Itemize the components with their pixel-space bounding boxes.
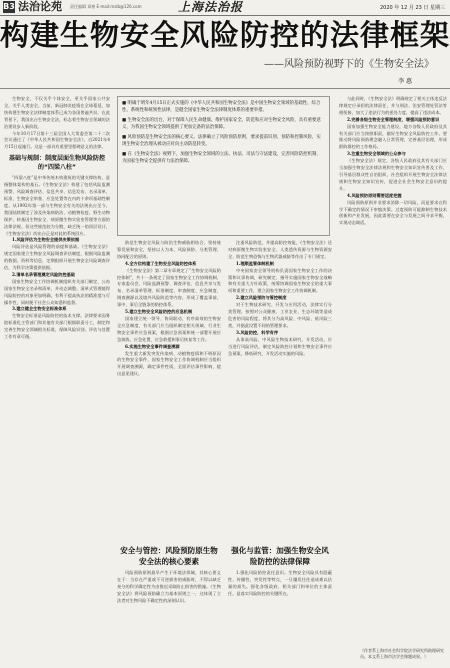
article-subtitle: ——风险预防视野下的《生物安全法》 (264, 59, 434, 70)
subheading: 2.建立风险预防与管控制度 (236, 295, 287, 301)
subheading: 4.风险预防原则需要适度把握 (347, 192, 402, 198)
body-paragraph: 国家生物安全工作协调机制组织有关部门制定、公布国家生物安全名录和清单，并动态调整。清单式管理使得风险防控的对象更加明确，有利于提高执法的精准度与可操作性，同时便于社会公众知悉和监督。 (4, 278, 110, 305)
body-paragraph: 1.强化风险防控责任意识。生物安全风险具有隐蔽性、传播性、突发性等特点，一旦爆发往往造成难以估量的损失。强化各级政府、相关部门和单位的主体责任，是落实风险防控的关键所在。 (228, 570, 332, 596)
article-title: 构建生物安全风险防控的法律框架 (0, 18, 450, 52)
page-header (0, 0, 450, 16)
subheading: 3.建立健全生物安全标准体系 (12, 306, 67, 312)
column-3-bottom (228, 570, 332, 645)
article-author: 李 惠 (398, 78, 412, 85)
subheading: 3.注重生物安全领域的公众参与 (347, 151, 406, 157)
section-heading: 基础与规制：制度层面生物风险防控的“四梁八柱” (8, 155, 105, 172)
section-heading: 安全与管控：风险预防原生物安全法的核心要素 (120, 546, 218, 566)
subheading: 6.实施生物安全事件调查溯源 (125, 343, 180, 349)
section-heading: 强化与监管：加强生物安全风险防控的法律保障 (231, 546, 329, 566)
column-4 (339, 96, 447, 644)
subheading: 3.风险防控，科学有序 (236, 329, 279, 335)
body-paragraph: 风险评估是风险管理的前提和基础。《生物安全法》规定国家建立生物安全风险调查评估制度，根据风险监测的数据、资料等信息，定期组织开展生物安全风险调查评估，为科学决策提供依据。 (4, 244, 110, 271)
masthead: 上海法治报 (178, 0, 244, 14)
body-paragraph: 与此同时，《生物安全法》明确规定了相关主体违反法律规定应承担的法律责任，并与刑法、治安管理处罚法等相衔接，加大了违法行为的惩处力度，提高了违法成本。 (339, 96, 447, 115)
subheading: 1.理顺监管体制机制 (236, 260, 274, 266)
body-paragraph: 中央国家安全领导机构负责国家生物安全工作的决策和议事协调，研究制定、指导实施国家生物安全战略和有关重大方针政策，统筹协调国家生物安全的重大事项和重要工作，建立国家生物安全工作协调机制。 (228, 267, 332, 294)
subheading: 2.清单名录管理奠定风险防控基础 (12, 271, 75, 277)
intro-paragraph: 生物安全，不仅关乎个体安全，更关乎国家公共安全，关乎人类安全。当前，新冠肺炎疫情在全球蔓延，加快构建生物安全法律制度体系已成为各国普遍共识。在此背景下，我国出台生物安全法，标志着生物安全领域的法治建设步入新阶段。 (4, 96, 110, 129)
intro-paragraph: 今年10月17日第十三届全国人大常委会第二十二次会议通过了《中华人民共和国生物安全法》，自2021年4月15日起施行。这是一部具有重要里程碑意义的法律。 (4, 130, 110, 150)
body-paragraph: 国家加强生物安全能力建设，地方各级人民政府及其有关部门应当按照职责，做好生物安全风险防控工作。要推动将风险预防理念融入日常管理，完善基层治理，形成群防群控的工作格局。 (339, 123, 447, 150)
key-points-box (117, 96, 330, 236)
section-name: 法治论苑 (18, 0, 62, 13)
body-paragraph: 风险预防原则并非要求消除一切风险，而是要求在科学不确定的情况下审慎决策。过度预防可能抑制生物技术创新和产业发展，因此需要在安全与发展之间寻求平衡，实现动态调适。 (339, 199, 447, 226)
key-point: ■ 风险预防是生物安全法的核心要义。法律确立了风险预防原则，要求提前识别、预防和控制风险，实现生物安全治理从被动应对向主动防范转变。 (122, 134, 325, 148)
column-2-bottom (117, 570, 221, 645)
key-point: ■ 在《生物安全法》视野下，加强生物安全领域的立法、执法、司法与守法建设，完善风险防控机制，为国家生物安全提供有力法治保障。 (122, 151, 325, 165)
subheading: 1.风险评估为生物安全提供决策依据 (12, 237, 80, 243)
divider (0, 88, 450, 89)
body-paragraph: 防范生物安全风险与防治生物威胁相结合，坚持统筹发展和安全，坚持以人为本、风险预防、分类管理、协同配合的原则。 (117, 240, 221, 259)
key-point: ■ 生物安全法的出台，对于保障人民生命健康、维护国家安全、防范和应对生物安全风险，具有重要意义，为我国生物安全领域提供了更加完备的法治保障。 (122, 117, 325, 131)
issue-date: 2020 年 12 月 23 日 星期三 (380, 5, 445, 11)
editor-credit: 责任编辑 章窗 E-mail:mslb@126.com (70, 4, 142, 9)
body-paragraph: 对于生物技术研究、开发与应用活动，法律实行分类管理，按照对公众健康、工业农业、生态环境等造成危害的风险程度，将其分为高风险、中风险、低风险三类，并据此设置不同的管理要求。 (228, 302, 332, 328)
body-paragraph: 生物安全标准是风险防控的技术支撑。法律要求国务院标准化主管部门和其他有关部门根据职责分工，制定和完善生物安全领域相关标准，保障风险识别、评估与处置工作有章可循。 (4, 313, 110, 340)
body-paragraph: 《生物安全法》规定，各级人民政府及其有关部门应当加强生物安全法律法规和生物安全知识宣传普及工作，引导基层群众性自治组织、社会组织开展生物安全法律法规和生物安全知识宣传，促进全社会生物安全意识的提升。 (339, 158, 447, 191)
body-paragraph: 风险预防原则最早产生于环境法领域，其核心要义在于：当存在严重或不可逆损害的威胁时，不得以缺乏充分的科学确定性为由推迟采取防止损害的措施。《生物安全法》将风险预防确立为基本原则之一，这体现了立法者对生物风险不确定性的深刻认识。 (117, 570, 221, 603)
column-2 (117, 240, 221, 540)
body-paragraph: “四梁八柱”是中华传统木构建筑的关键支撑结构，意指整体架构的基石。《生物安全法》构建了包括风险监测预警、风险调查评估、信息共享、信息发布、名录清单、标准、生物安全审查、应急处置等在内的十余项基础性制度。从1992年第一部与生物安全有关的法规出台至今，我国陆续制定了涉及传染病防治、动植物检疫、野生动物保护、转基因生物安全、病原微生物实验室管理等方面的法律法规。但这些规范较为分散，缺乏统一的顶层设计，《生物安全法》的出台正是对此的系统回应。 (4, 175, 110, 236)
subheading: 4.全方位构建了生物安全风险防控体系 (125, 260, 197, 266)
body-paragraph: 国家建立统一领导、协同联动、有序高效的生物安全应急制度，有关部门应当组织制定相关领域、行业生物安全事件应急预案，根据应急预案和统一部署开展应急演练、应急处置、应急救援和事后恢复等工作。 (117, 315, 221, 342)
body-paragraph: 从事高风险、中风险生物技术研究、开发活动，应当进行风险评估，制定风险防控计划和生物安全事件应急预案，降低研究、开发活动实施的风险。 (228, 336, 332, 356)
subheading: 5.建立生物安全风险防控的应急机制 (125, 309, 193, 315)
column-3 (228, 240, 332, 540)
author-footnote: （作者系上海市社会科学院法学研究所助理研究员。本文系上海市法学会课题成果。） (360, 648, 444, 659)
body-paragraph: 《生物安全法》第二章专章规定了“生物安全风险防控体制”，共十一条规定了国家生物安全工作协调机制、专家委员会、风险监测预警、调查评估、信息共享与发布、名录清单管理、标准制度、审查制度、应急制度、调查溯源以及境外风险防范等内容，形成了覆盖事前、事中、事后全链条的防控体系。 (117, 267, 221, 308)
key-point: ■ 明确于明年4月15日正式实施的《中华人民共和国生物安全法》是中国生物安全领域的基础性、综合性、系统性和统领性法律，是健全国家生物安全法律制度体系的重要举措。 (122, 100, 325, 114)
page-number-badge: B3 (3, 2, 15, 11)
body-paragraph: 发生重大新发突发传染病、动植物疫情和不明原因的生物安全事件，国家生物安全工作协调机制应当组织开展调查溯源，确定事件性质，全面评估事件影响，提出意见建议。 (117, 350, 221, 377)
body-paragraph: 注重风险防范，并提高防控效能，《生物安全法》还对病原微生物实验室安全、人类遗传资源与生物资源安全、防范生物恐怖与生物武器威胁等作出了专门规定。 (228, 240, 332, 259)
subheading: 2.完善各级生物安全管理制度，增强风险预防意识 (347, 116, 440, 122)
column-1 (4, 96, 110, 641)
